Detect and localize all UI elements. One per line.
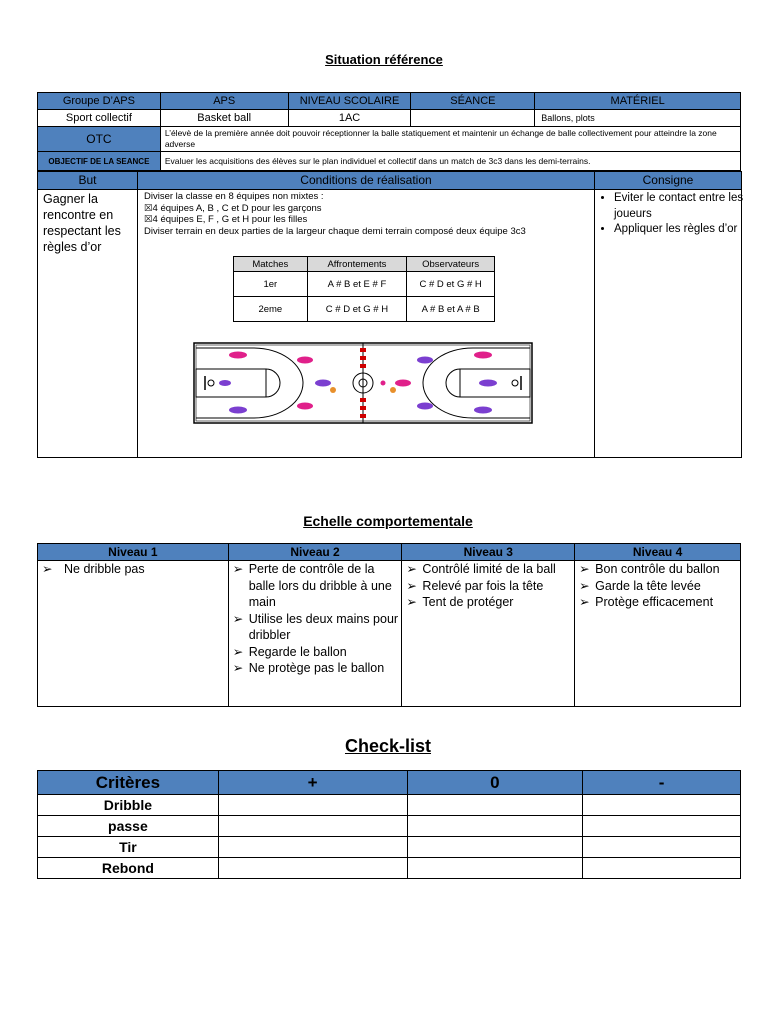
arrow-bullet-icon: ➢: [232, 562, 244, 576]
behavior-item: ➢ Ne dribble pas: [38, 561, 228, 578]
consigne-item: • Appliquer les règles d’or: [614, 222, 752, 238]
echelle-title: Echelle comportementale: [303, 513, 473, 529]
arrow-bullet-icon: ➢: [406, 562, 417, 576]
arrow-bullet-icon: ➢: [406, 578, 417, 593]
zero-header: 0: [407, 771, 583, 795]
value-aps: Basket ball: [160, 110, 288, 127]
objectif-text: Evaluer les acquisitions des élèves sur le plan individuel et collectif dans un match de 3c3 dans les demi-terrains.: [160, 152, 740, 171]
observateurs-header: Observateurs: [407, 257, 495, 272]
affrontements-header: Affrontements: [307, 257, 407, 272]
minus-header: -: [583, 771, 741, 795]
checklist-cell[interactable]: [583, 816, 741, 837]
condition-line: ☒4 équipes E, F , G et H pour les filles: [144, 214, 308, 225]
header-groupe: Groupe D’APS: [38, 93, 161, 110]
value-groupe: Sport collectif: [38, 110, 161, 127]
checklist-cell[interactable]: [218, 795, 407, 816]
behavior-item: ➢ Bon contrôle du ballon: [575, 561, 740, 578]
condition-line: Diviser terrain en deux parties de la largeur chaque demi terrain composé deux équipe 3c3: [144, 225, 526, 237]
arrow-bullet-icon: ➢: [406, 595, 417, 609]
behavior-item: ➢ Perte de contrôle de la balle lors du dribble à une main: [229, 561, 402, 611]
criterion-label: Tir: [38, 837, 219, 858]
value-niveau: 1AC: [288, 110, 411, 127]
value-seance: [411, 110, 535, 127]
match-cell: A # B et E # F: [307, 272, 407, 297]
behavior-item: ➢ Regarde le ballon: [229, 644, 402, 661]
condition-line: ☒4 équipes A, B , C et D pour les garçons: [144, 202, 322, 214]
match-cell: 2eme: [234, 297, 308, 322]
condition-line: Diviser la classe en 8 équipes non mixtes :: [144, 191, 324, 202]
behavior-item: ➢ Ne protège pas le ballon: [229, 660, 402, 677]
checkbox-icon: ☒: [144, 214, 153, 225]
arrow-bullet-icon: ➢: [232, 644, 244, 659]
criterion-label: Dribble: [38, 795, 219, 816]
checklist-cell[interactable]: [218, 858, 407, 879]
arrow-bullet-icon: ➢: [579, 578, 590, 593]
match-cell: 1er: [234, 272, 308, 297]
criterion-label: passe: [38, 816, 219, 837]
niveau-1-header: Niveau 1: [38, 544, 229, 561]
arrow-bullet-icon: ➢: [232, 661, 244, 675]
checklist-cell[interactable]: [583, 837, 741, 858]
matches-table: [233, 256, 495, 322]
plus-header: +: [218, 771, 407, 795]
behavior-item: ➢ Tent de protéger: [402, 594, 574, 611]
checklist-title: Check-list: [344, 736, 432, 756]
niveau-2-header: Niveau 2: [228, 544, 402, 561]
objectif-label: OBJECTIF DE LA SEANCE: [38, 152, 161, 171]
checklist-cell[interactable]: [218, 816, 407, 837]
niveau-3-cell: [402, 561, 575, 707]
basketball-court-diagram: [193, 342, 533, 424]
otc-label: OTC: [38, 127, 161, 152]
arrow-bullet-icon: ➢: [579, 595, 590, 609]
behavior-item: ➢ Relevé par fois la tête: [402, 578, 574, 595]
checklist-cell[interactable]: [583, 795, 741, 816]
checklist-table: [37, 770, 741, 879]
conditions-block: [37, 171, 742, 458]
behavior-item: ➢ Utilise les deux mains pour dribbler: [229, 611, 402, 644]
consigne-list: [600, 191, 752, 238]
value-materiel: Ballons, plots: [535, 110, 741, 127]
criterion-label: Rebond: [38, 858, 219, 879]
niveau-2-cell: [228, 561, 402, 707]
checklist-cell[interactable]: [407, 795, 583, 816]
match-cell: C # D et G # H: [407, 272, 495, 297]
reference-table: [37, 92, 741, 171]
conditions-header: Conditions de réalisation: [300, 173, 432, 187]
arrow-bullet-icon: ➢: [42, 562, 53, 576]
header-seance: SÉANCE: [411, 93, 535, 110]
arrow-bullet-icon: ➢: [232, 611, 244, 626]
echelle-table: [37, 543, 741, 707]
checklist-cell[interactable]: [407, 816, 583, 837]
checklist-cell[interactable]: [407, 837, 583, 858]
consigne-header: Consigne: [642, 173, 694, 187]
niveau-4-header: Niveau 4: [575, 544, 741, 561]
header-niveau: NIVEAU SCOLAIRE: [288, 93, 411, 110]
criteres-header: Critères: [38, 771, 219, 795]
consigne-item: • Eviter le contact entre les joueurs: [614, 191, 752, 222]
niveau-3-header: Niveau 3: [402, 544, 575, 561]
otc-text: L’élevè de la première année doit pouvoir réceptionner la balle statiquement et maintenir un échange de balle collectivement pour atteindre la zone adverse: [160, 127, 740, 152]
header-materiel: MATÉRIEL: [535, 93, 741, 110]
behavior-item: ➢ Protège efficacement: [575, 594, 740, 611]
checklist-cell[interactable]: [407, 858, 583, 879]
match-cell: A # B et A # B: [407, 297, 495, 322]
arrow-bullet-icon: ➢: [579, 562, 590, 576]
but-text: Gagner la rencontre en respectant les règles d’or: [43, 192, 121, 254]
page-title: Situation référence: [325, 52, 443, 67]
but-header: But: [78, 173, 97, 187]
header-aps: APS: [160, 93, 288, 110]
niveau-1-cell: [38, 561, 229, 707]
niveau-4-cell: [575, 561, 741, 707]
behavior-item: ➢ Garde la tête levée: [575, 578, 740, 595]
matches-header: Matches: [234, 257, 308, 272]
checklist-cell[interactable]: [218, 837, 407, 858]
conditions-text: [144, 191, 589, 237]
checklist-cell[interactable]: [583, 858, 741, 879]
checkbox-icon: ☒: [144, 202, 153, 214]
match-cell: C # D et G # H: [307, 297, 407, 322]
behavior-item: ➢ Contrôlé limité de la ball: [402, 561, 574, 578]
